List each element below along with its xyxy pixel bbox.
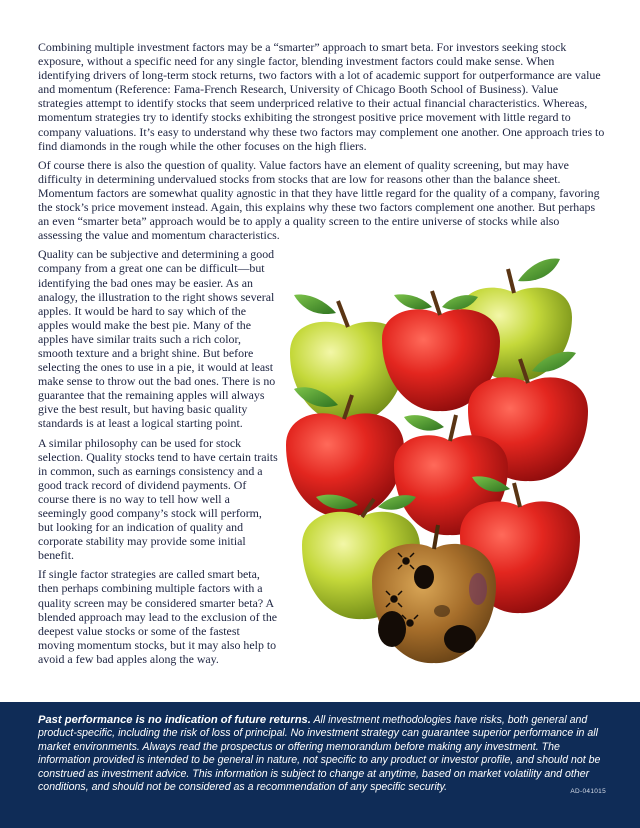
left-column xyxy=(38,247,278,666)
document-code: AD-041015 xyxy=(570,788,606,795)
paragraph-apples: Quality can be subjective and determining a good company from a great one can be difficult—but identifying the bad ones may be easier. As an analogy, the illustration to the right shows several apples. It would be hard to say which of the apples would make the best pie. Many of the apples have similar traits such a rich color, smooth texture and a bright shine. But before selecting the ones to use in a pie, it would at least make sense to throw out the bad ones. There is no guarantee that the remaining apples will always give the best result, but having basic quality standards is at least a logical starting point. xyxy=(38,247,276,431)
disclaimer-footer xyxy=(0,702,640,828)
paragraph-smarter-beta: If single factor strategies are called smart beta, then perhaps combining multiple factors with a quality screen may be considered smarter beta? A blended approach may lead to the exclusion of the deepest value stocks or some of the fastest moving momentum stocks, but it may also help to avoid a few bad apples along the way. xyxy=(38,567,278,666)
article-body xyxy=(38,40,606,671)
split-section xyxy=(38,247,606,666)
apples-illustration xyxy=(282,255,612,675)
disclaimer-text xyxy=(38,714,604,794)
disclaimer-lead: Past performance is no indication of future returns. xyxy=(38,714,311,726)
disclaimer-body: All investment methodologies have risks, both general and product-specific, including the risk of loss of principal. No investment strategy can guarantee superior performance in all market environments. Always read the prospectus or offering memorandum before making any investment. The information provided is intended to be general in nature, not specific to any product or investor profile, and should not be construed as investment advice. This information is subject to change at anytime, based on market volatility and other conditions, and should not be considered as a recommendation of any specific security. xyxy=(38,714,601,794)
paragraph-quality: Of course there is also the question of quality. Value factors have an element of quality screening, but may have difficulty in determining undervalued stocks from stocks that are low for reasons other than the balance sheet. Momentum factors are somewhat quality agnostic in that they have little regard for the quality of a company, favoring the stock’s price movement instead. Again, this explains why these two factors complement one another. But perhaps an even “smarter beta” approach would be to apply a quality screen to the entire universe of stocks while also assessing the value and momentum characteristics. xyxy=(38,157,600,243)
paragraph-philosophy: A similar philosophy can be used for stock selection. Quality stocks tend to have certain traits in common, such as earnings consistency and a good track record of dividend payments. Of course there is no way to tell how well a seemingly good company’s stock will perform, but looking for an indication of quality and corporate stability may provide some initial benefit. xyxy=(38,435,278,563)
paragraph-intro: Combining multiple investment factors may be a “smarter” approach to smart beta. For investors seeking stock exposure, without a specific need for any single factor, blending investment factors could make sense. When identifying drivers of long-term stock returns, two factors with a lot of academic support for outperformance are value and momentum (Reference: Fama-French Research, University of Chicago Booth School of Business). Value strategies attempt to identify stocks that seem underpriced relative to their actual financial characteristics. Whereas, momentum strategies try to identify stocks exhibiting the strongest positive price movement with little regard to company valuations. It’s easy to understand why these two factors may complement one another. One approach tries to find diamonds in the rough while the other focuses on the high fliers. xyxy=(38,40,605,153)
